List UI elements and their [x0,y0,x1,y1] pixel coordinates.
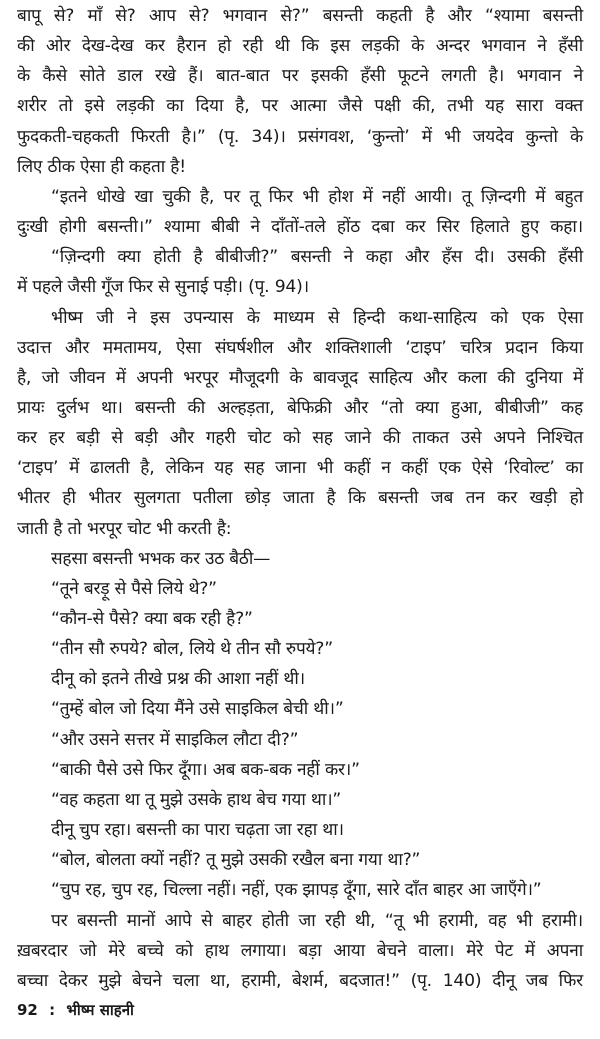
text-line: दुःखी होगी बसन्ती।” श्यामा बीबी ने दाँतों-तले होंठ दबा कर सिर हिलाते हुए कहा। [17,217,583,238]
dialog-line: “और उसने सत्तर में साइकिल लौटा दी?” [51,729,299,750]
dialog-line: “तीन सौ रुपये? बोल, लिये थे तीन सौ रुपये?” [51,639,333,660]
text-line: ख़बरदार जो मेरे बच्चे को हाथ लगाया। बड़ा आया बेचने वाला। मेरे पेट में अपना [17,940,583,961]
text-line-paragraph-start: पर बसन्ती मानों आपे से बाहर होती जा रही थी, “तू भी हरामी, वह भी हरामी। [51,910,583,931]
dialog-line: “बोल, बोलता क्यों नहीं? तू मुझे उसकी रखैल बना गया था?” [51,850,421,871]
dialog-line: “तुम्हें बोल जो दिया मैंने उसे साइकिल बेची थी।” [51,699,344,720]
text-line: की ओर देख-देख कर हैरान हो रही थी कि इस लड़की के अन्दर भगवान ने हँसी [17,36,583,57]
dialog-line: “चुप रह, चुप रह, चिल्ला नहीं। नहीं, एक झापड़ दूँगा, सारे दाँत बाहर आ जाएँगे।” [51,880,542,901]
text-line-paragraph-start: “इतने धोखे खा चुकी है, पर तू फिर भी होश में नहीं आयी। तू ज़िन्दगी में बहुत [51,186,583,207]
dialog-line: दीनू को इतने तीखे प्रश्न की आशा नहीं थी। [51,669,305,690]
dialog-line: सहसा बसन्ती भभक कर उठ बैठी— [51,548,271,569]
text-line: प्रायः दुर्लभ था। बसन्ती की अल्हड़ता, बेफिक्री और “तो क्या हुआ, बीबीजी” कह [17,397,583,418]
dialog-line: “कौन-से पैसे? क्या बक रही है?” [51,609,253,629]
text-line: कर हर बड़ी से बड़ी और गहरी चोट को सह जाने की ताकत उसे अपने निश्चित [17,428,583,449]
text-line: बापू से? माँ से? आप से? भगवान से?” बसन्ती कहती है और “श्यामा बसन्ती [17,6,583,26]
text-line: शरीर तो इसे लड़की का दिया है, पर आत्मा जैसे पक्षी की, तभी यह सारा वक्त [17,96,583,117]
text-line: ‘टाइप’ में ढालती है, लेकिन यह सह जाना भी कहीं न कहीं एक ऐसे ‘रिवोल्ट’ का [17,458,583,479]
page-footer [17,1000,134,1020]
page-number: 92 [17,1001,38,1019]
text-line: लिए ठीक ऐसा ही कहता है! [17,156,186,177]
dialog-line: “तूने बरड़ू से पैसे लिये थे?” [51,578,217,599]
text-line: है, जो जीवन में अपनी भरपूर मौजूदगी के बावजूद साहित्य और कला की दुनिया में [17,367,583,388]
text-line-paragraph-start: “ज़िन्दगी क्या होती है बीबीजी?” बसन्ती ने कहा और हँस दी। उसकी हँसी [51,247,583,268]
text-line: भीतर ही भीतर सुलगता पतीला छोड़ जाता है कि बसन्ती जब तन कर खड़ी हो [17,488,583,509]
text-line: बच्चा देकर मुझे बेचने चला था, हरामी, बेशर्म, बदजात!” (पृ. 140) दीनू जब फिर [17,970,583,991]
text-line: उदात्त और ममतामय, ऐसा संघर्षशील और शक्तिशाली ‘टाइप’ चरित्र प्रदान किया [17,337,583,358]
running-title: भीष्म साहनी [66,1001,134,1019]
text-line-paragraph-start: भीष्म जी ने इस उपन्यास के माध्यम से हिन्दी कथा-साहित्य को एक ऐसा [51,307,583,328]
dialog-line: “वह कहता था तू मुझे उसके हाथ बेच गया था।” [51,789,342,810]
text-line: के कैसे सोते डाल रखे हैं। बात-बात पर इसकी हँसी फूटने लगती है। भगवान ने [17,66,583,87]
dialog-line: “बाकी पैसे उसे फिर दूँगा। अब बक-बक नहीं कर।” [51,759,360,780]
text-line: फुदकती-चहकती फिरती है।” (पृ. 34)। प्रसंगवश, ‘कुन्तो’ में भी जयदेव कुन्तो के [17,126,583,147]
footer-separator: : [49,1001,56,1019]
text-line: में पहले जैसी गूँज फिर से सुनाई पड़ी। (पृ. 94)। [17,277,309,298]
dialog-line: दीनू चुप रहा। बसन्ती का पारा चढ़ता जा रहा था। [51,820,344,841]
text-line: जाती है तो भरपूर चोट भी करती है: [17,518,232,539]
